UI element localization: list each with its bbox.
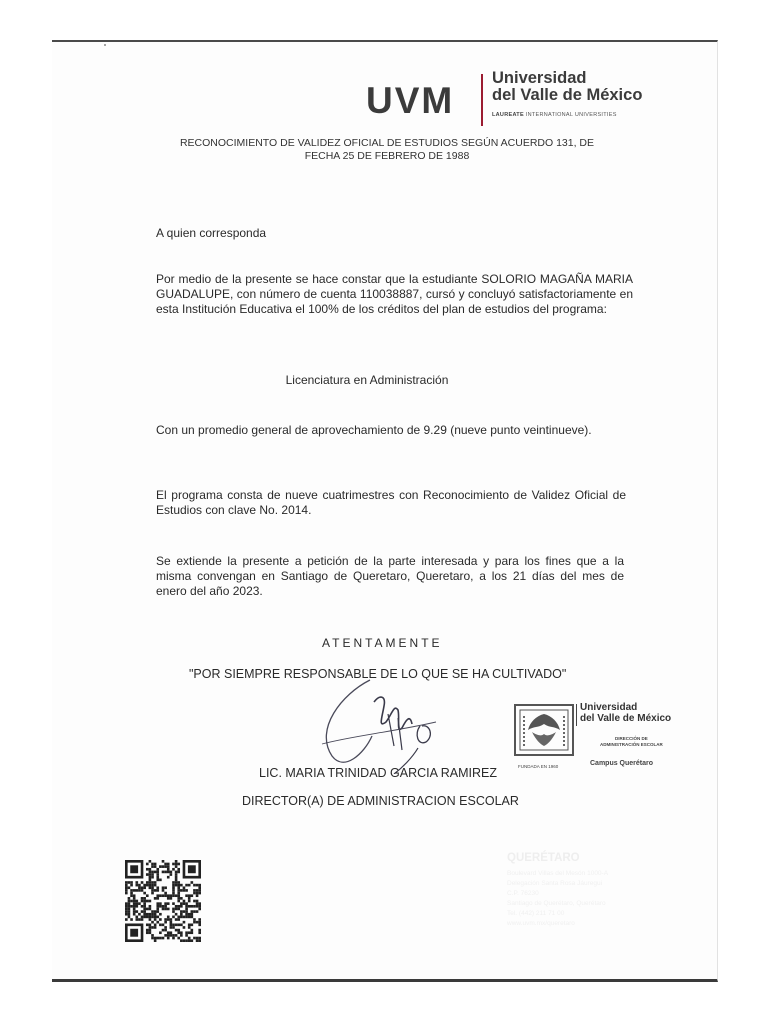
footer-campus-heading: QUERÉTARO: [507, 852, 580, 864]
footer-address: [507, 869, 608, 929]
university-name-line2: del Valle de México: [492, 86, 643, 104]
footer-address-line: Delegación Santa Rosa Jáuregui: [507, 880, 603, 887]
signer-title: DIRECTOR(A) DE ADMINISTRACION ESCOLAR: [242, 794, 519, 808]
footer-address-line: C.P. 76230: [507, 890, 539, 897]
signer-name: LIC. MARIA TRINIDAD GARCIA RAMIREZ: [259, 766, 498, 780]
stamp-name-line1: Universidad: [580, 702, 638, 713]
footer-address-line: www.uvm.mx/queretaro: [507, 920, 575, 927]
stamp-campus: Campus Querétaro: [590, 760, 654, 767]
stamp-university-name: [580, 702, 671, 724]
university-seal: [514, 704, 574, 756]
handwritten-signature: [302, 674, 462, 774]
seal-caption: FUNDADA EN 1960: [518, 764, 559, 769]
stamp-office-line1: DIRECCIÓN DE: [614, 736, 648, 741]
qr-code: [125, 860, 201, 942]
laureate-tagline: [492, 112, 617, 118]
footer-address-line: Tel. (442) 211 71 00: [507, 910, 565, 917]
average-paragraph: Con un promedio general de aprovechamiento de 9.29 (nueve punto veintinueve).: [156, 423, 592, 437]
validity-header-line2: FECHA 25 DE FEBRERO DE 1988: [304, 150, 470, 162]
scan-speck: [104, 44, 106, 46]
program-paragraph: El programa consta de nueve cuatrimestres con Reconocimiento de Validez Oficial de Estudios con clave No. 2014.: [156, 488, 626, 517]
laureate-tag-bold: LAUREATE: [492, 112, 524, 118]
university-name-line1: Universidad: [492, 69, 587, 87]
stamp-office: [600, 736, 663, 748]
salutation: A quien corresponda: [156, 226, 267, 240]
closing-atentamente: ATENTAMENTE: [322, 636, 443, 650]
footer-address-line: Boulevard Villas del Mesón 1000-A: [507, 870, 609, 877]
stamp-divider: [576, 704, 577, 726]
certificate-page: [52, 40, 718, 982]
eagle-seal-icon: [516, 706, 572, 754]
uvm-logo-mark: UVM: [366, 80, 455, 121]
institution-motto: "POR SIEMPRE RESPONSABLE DE LO QUE SE HA CULTIVADO": [189, 667, 567, 681]
certification-paragraph: Por medio de la presente se hace constar que la estudiante SOLORIO MAGAÑA MARIA GUADALUPE, con número de cuenta 110038887, cursó y concluyó satisfactoriamente en esta Institución Educativa el 100% de los créditos del plan de estudios del programa:: [156, 272, 633, 316]
validity-header: [157, 137, 617, 163]
laureate-tag-rest: INTERNATIONAL UNIVERSITIES: [523, 112, 617, 118]
issuance-paragraph: Se extiende la presente a petición de la parte interesada y para los fines que a la misma convengan en Santiago de Queretaro, Queretaro, a los 21 días del mes de enero del año 2023.: [156, 554, 624, 598]
logo-divider: [481, 74, 483, 126]
program-name: Licenciatura en Administración: [285, 373, 449, 387]
university-name: [492, 70, 642, 104]
stamp-name-line2: del Valle de México: [580, 713, 672, 724]
validity-header-line1: RECONOCIMIENTO DE VALIDEZ OFICIAL DE ESTUDIOS SEGÚN ACUERDO 131, DE: [179, 137, 595, 149]
footer-address-line: Santiago de Querétaro, Querétaro: [507, 900, 606, 907]
stamp-office-line2: ADMINISTRACIÓN ESCOLAR: [600, 742, 663, 747]
